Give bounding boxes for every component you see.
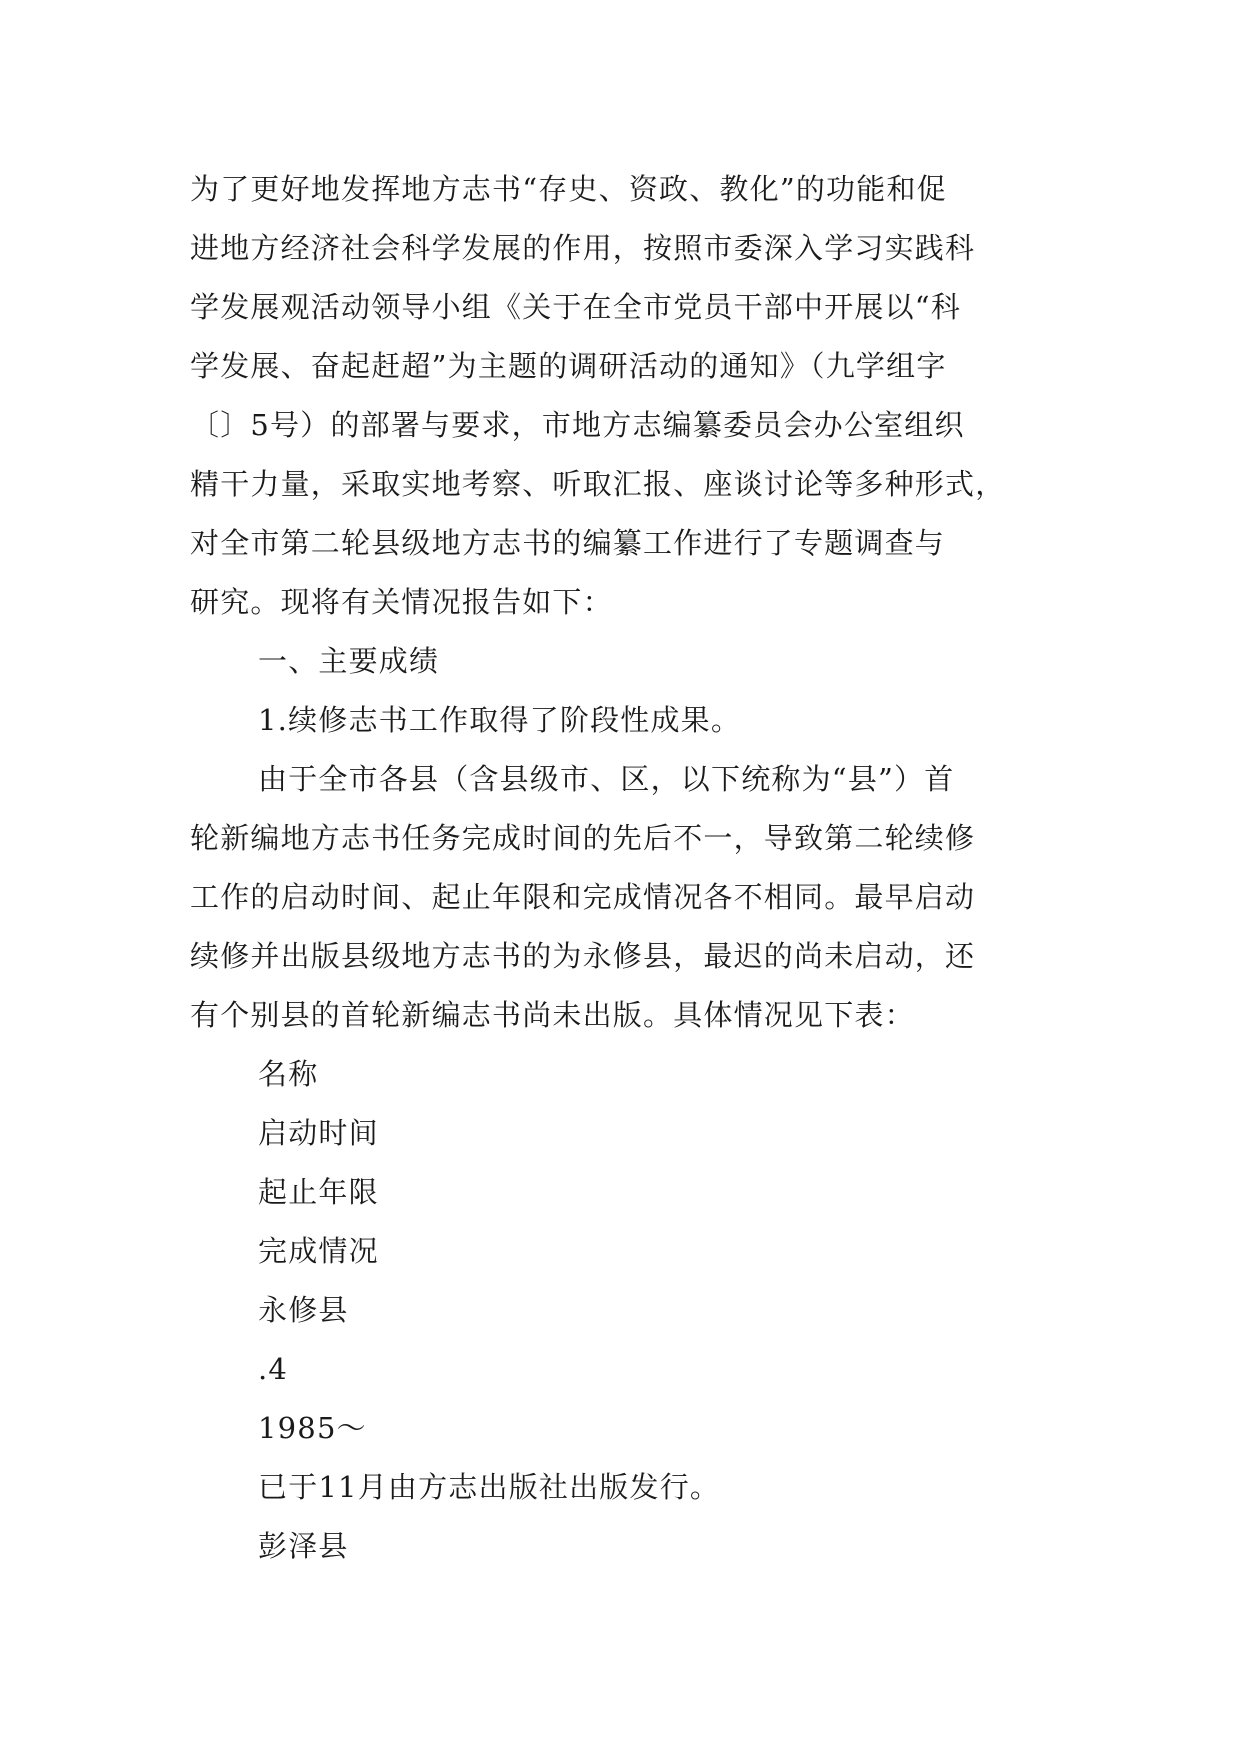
paragraph-line: 〔〕5号）的部署与要求，市地方志编纂委员会办公室组织 [190,408,965,442]
paragraph-line: 精干力量，采取实地考察、听取汇报、座谈讨论等多种形式， [190,467,1006,501]
paragraph-line: 对全市第二轮县级地方志书的编纂工作进行了专题调查与 [190,526,946,560]
paragraph-line: 学发展、奋起赶超”为主题的调研活动的通知》（九学组字 [190,349,947,383]
paragraph-line: 有个别县的首轮新编志书尚未出版。具体情况见下表： [190,998,915,1032]
table-item: 彭泽县 [258,1529,349,1563]
intro-paragraph [190,160,1050,632]
table-item: 起止年限 [258,1175,379,1209]
paragraph-line: 学发展观活动领导小组《关于在全市党员干部中开展以“科 [190,290,962,324]
body-paragraph [190,750,1050,1045]
paragraph-line: 进地方经济社会科学发展的作用，按照市委深入学习实践科 [190,231,976,265]
table-item: 完成情况 [258,1234,379,1268]
table-item-list [190,1045,1050,1576]
table-item: 永修县 [258,1293,349,1327]
table-item: 名称 [258,1057,319,1091]
section-heading: 一、主要成绩 [258,644,440,678]
paragraph-line: 由于全市各县（含县级市、区，以下统称为“县”）首 [258,762,955,796]
paragraph-line: 研究。现将有关情况报告如下： [190,585,613,619]
paragraph-line: 为了更好地发挥地方志书“存史、资政、教化”的功能和促 [190,172,947,206]
document-page [190,160,1050,1576]
table-item: .4 [258,1352,289,1386]
paragraph-line: 续修并出版县级地方志书的为永修县，最迟的尚未启动，还 [190,939,976,973]
paragraph-line: 工作的启动时间、起止年限和完成情况各不相同。最早启动 [190,880,976,914]
table-item: 1985～ [258,1411,367,1445]
table-item: 已于11月由方志出版社出版发行。 [258,1470,721,1504]
table-item: 启动时间 [258,1116,379,1150]
subsection-heading: 1.续修志书工作取得了阶段性成果。 [258,703,742,737]
paragraph-line: 轮新编地方志书任务完成时间的先后不一，导致第二轮续修 [190,821,976,855]
